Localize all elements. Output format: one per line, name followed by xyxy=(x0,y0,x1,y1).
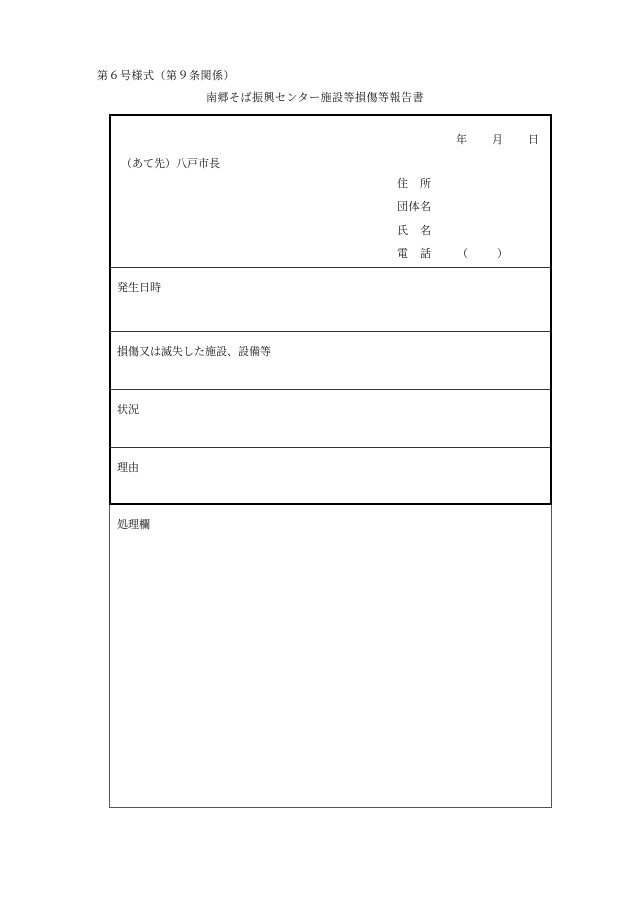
date-day-label: 日 xyxy=(528,133,539,146)
processing-label: 処理欄 xyxy=(117,518,150,531)
phone-open-paren: （ xyxy=(457,246,468,260)
date-month-label: 月 xyxy=(492,133,503,146)
report-form xyxy=(109,114,552,505)
occurrence-datetime-section[interactable] xyxy=(111,268,550,332)
addressee: （あて先）八戸市長 xyxy=(121,157,220,170)
damaged-facility-label: 損傷又は滅失した施設、設備等 xyxy=(117,345,271,358)
phone-label: 電 話 xyxy=(397,246,432,260)
damaged-facility-section[interactable] xyxy=(111,332,550,390)
address-field[interactable] xyxy=(397,177,508,200)
situation-label: 状況 xyxy=(117,403,139,416)
header-section xyxy=(111,116,550,268)
phone-close-paren: ） xyxy=(497,246,508,260)
date-line xyxy=(456,131,539,147)
occurrence-datetime-label: 発生日時 xyxy=(117,281,161,294)
form-number: 第６号様式（第９条関係） xyxy=(97,69,235,82)
reason-label: 理由 xyxy=(117,461,139,474)
document-title: 南郷そば振興センター施設等損傷等報告書 xyxy=(205,91,425,104)
date-year-label: 年 xyxy=(456,133,467,146)
name-field[interactable] xyxy=(397,224,508,247)
group-name-field[interactable] xyxy=(397,200,508,223)
situation-section[interactable] xyxy=(111,390,550,448)
group-name-label: 団体名 xyxy=(397,200,432,214)
address-label: 住 所 xyxy=(397,177,432,190)
phone-field[interactable] xyxy=(397,247,508,270)
reason-section[interactable] xyxy=(111,448,550,505)
applicant-fields xyxy=(397,177,508,270)
name-label: 氏 名 xyxy=(397,223,432,237)
processing-section[interactable] xyxy=(109,505,552,808)
